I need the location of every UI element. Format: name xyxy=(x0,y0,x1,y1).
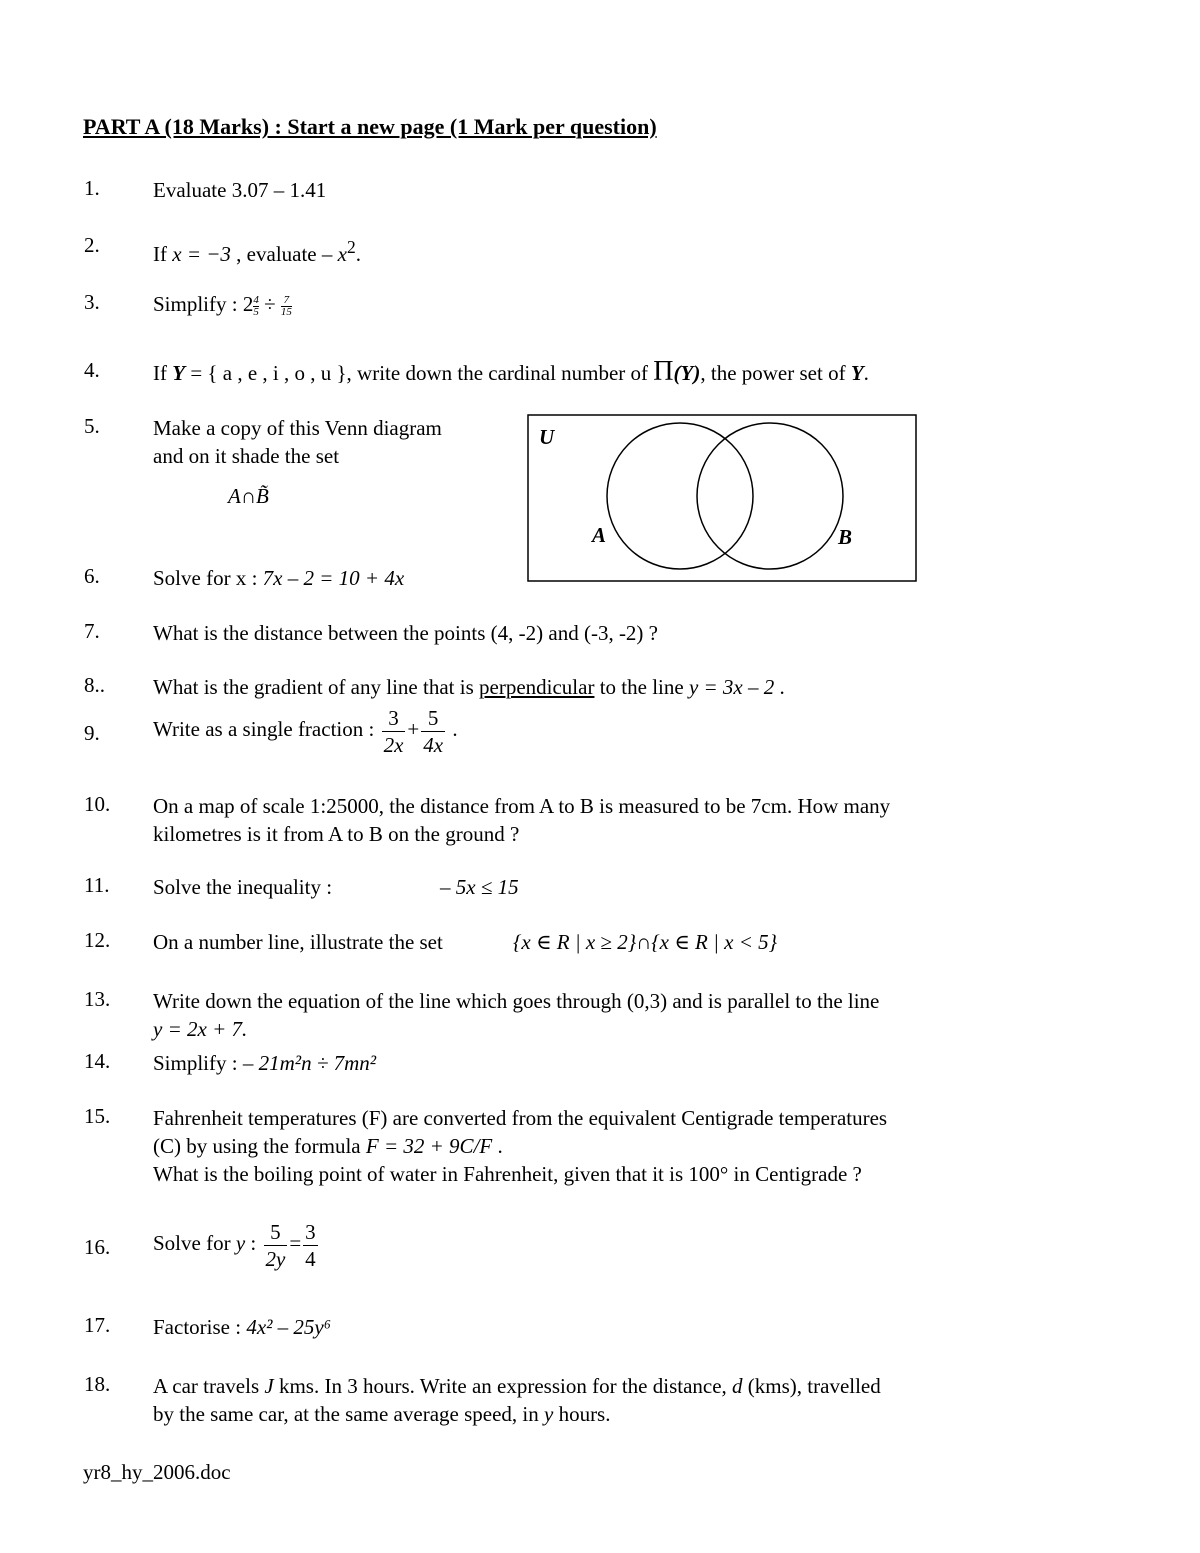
question-number: 11. xyxy=(84,873,110,897)
fraction-denominator: 4 xyxy=(305,1247,316,1271)
question-text: Solve for xyxy=(153,1231,236,1256)
question-text: Simplify : 2 xyxy=(153,292,254,316)
fraction-denominator: 4x xyxy=(423,733,444,757)
question-text: . xyxy=(774,675,785,699)
fraction-denominator: 2x xyxy=(383,733,404,757)
question-text: . xyxy=(863,361,869,385)
question-text: Write as a single fraction : xyxy=(153,717,380,742)
power-set-symbol: Π xyxy=(653,356,674,387)
question-text: . xyxy=(447,717,458,742)
math-expression: y = 2x + 7. xyxy=(153,1017,248,1041)
venn-diagram xyxy=(527,414,919,584)
math-expression: F = 32 + 9C/F xyxy=(365,1134,493,1158)
question-text: On a number line, illustrate the set xyxy=(153,930,443,954)
fraction-numerator: 5 xyxy=(421,705,445,732)
question-text: Make a copy of this Venn diagram xyxy=(153,416,442,440)
fraction-denominator: 5 xyxy=(253,305,259,318)
question-text: What is the distance between the points (4, -2) and (-3, -2) ? xyxy=(153,621,658,645)
question-number: 1. xyxy=(84,176,100,200)
question-text: Solve for x : xyxy=(153,566,263,590)
question-number: 3. xyxy=(84,290,100,314)
math-expression: x = −3 xyxy=(172,242,231,266)
math-expression: 7x – 2 = 10 + 4x xyxy=(262,566,405,590)
operator: = xyxy=(289,1231,302,1256)
question-text: kilometres is it from A to B on the ground ? xyxy=(153,822,520,846)
set-b-circle xyxy=(697,423,843,569)
math-expression: – x xyxy=(321,242,347,266)
set-b-label: B xyxy=(838,525,853,549)
question-text: , the power set of xyxy=(700,361,851,385)
fraction xyxy=(382,705,406,758)
question-text: On a map of scale 1:25000, the distance from A to B is measured to be 7cm. How many xyxy=(153,794,891,818)
question-number: 2. xyxy=(84,233,100,257)
question-number: 4. xyxy=(84,358,100,382)
math-expression: 4x² – 25y⁶ xyxy=(246,1315,332,1339)
question-number: 8.. xyxy=(84,673,105,697)
question-text: . xyxy=(355,242,361,266)
question-text: Fahrenheit temperatures (F) are converted from the equivalent Centigrade temperatures xyxy=(153,1106,888,1130)
question-text: , evaluate xyxy=(230,242,322,266)
question-text: : xyxy=(245,1231,262,1256)
fraction-denominator: 15 xyxy=(280,305,292,318)
question-text: What is the boiling point of water in Fahrenheit, given that it is 100° in Centigrade ? xyxy=(153,1162,862,1186)
question-text: kms. In 3 hours. Write an expression for the distance, xyxy=(273,1374,733,1398)
question-number: 9. xyxy=(84,721,100,745)
set-a-label: A xyxy=(592,523,607,547)
math-expression: – 5x ≤ 15 xyxy=(440,875,519,899)
question-number: 13. xyxy=(84,987,111,1011)
math-expression: A∩B̃ xyxy=(228,484,269,508)
question-text: by the same car, at the same average speed, in xyxy=(153,1402,544,1426)
math-variable: d xyxy=(732,1374,743,1398)
fraction xyxy=(264,1219,288,1272)
math-expression: {x ∈ R | x ≥ 2}∩{x ∈ R | x < 5} xyxy=(513,930,778,954)
fraction-numerator: 7 xyxy=(281,295,292,307)
math-expression: – 21m²n ÷ 7mn² xyxy=(242,1051,377,1075)
math-variable: y xyxy=(543,1402,554,1426)
question-number: 17. xyxy=(84,1313,111,1337)
set-variable: Y xyxy=(850,361,864,385)
question-text: Factorise : xyxy=(153,1315,247,1339)
question-text: If xyxy=(153,361,173,385)
underlined-word: perpendicular xyxy=(479,675,595,699)
question-text: (kms), travelled xyxy=(742,1374,881,1398)
question-text: and on it shade the set xyxy=(153,444,340,468)
math-variable: J xyxy=(264,1374,274,1398)
question-text: Write down the equation of the line which goes through (0,3) and is parallel to the line xyxy=(153,989,880,1013)
fraction-numerator: 4 xyxy=(253,293,259,306)
question-number: 16. xyxy=(84,1235,111,1259)
exponent: 2 xyxy=(346,237,356,257)
set-variable: Y xyxy=(172,361,186,385)
question-number: 14. xyxy=(84,1049,111,1073)
universe-label: U xyxy=(539,425,555,449)
question-number: 10. xyxy=(84,792,111,816)
fraction xyxy=(303,1219,318,1272)
question-text: . xyxy=(492,1134,503,1158)
question-text: What is the gradient of any line that is xyxy=(153,675,479,699)
document-filename-footer: yr8_hy_2006.doc xyxy=(83,1460,231,1484)
question-text: A car travels xyxy=(153,1374,265,1398)
fraction-numerator: 3 xyxy=(382,705,406,732)
question-text: (C) by using the formula xyxy=(153,1134,366,1158)
set-variable: (Y) xyxy=(673,361,701,385)
math-expression: y = 3x – 2 xyxy=(688,675,775,699)
question-number: 7. xyxy=(84,619,100,643)
part-a-heading: PART A (18 Marks) : Start a new page (1 Mark per question) xyxy=(83,114,657,139)
question-text: If xyxy=(153,242,173,266)
fraction xyxy=(421,705,445,758)
fraction-numerator: 5 xyxy=(264,1219,288,1246)
question-number: 6. xyxy=(84,564,100,588)
operator: ÷ xyxy=(258,292,281,316)
question-text: Evaluate 3.07 – 1.41 xyxy=(153,178,327,202)
small-fraction xyxy=(281,295,292,318)
question-text: hours. xyxy=(553,1402,611,1426)
fraction-numerator: 3 xyxy=(305,1220,316,1244)
question-number: 5. xyxy=(84,414,100,438)
question-text: Solve the inequality : xyxy=(153,875,333,899)
question-number: 18. xyxy=(84,1372,111,1396)
fraction-denominator: 2y xyxy=(265,1247,286,1271)
question-number: 12. xyxy=(84,928,111,952)
math-variable: y xyxy=(235,1231,246,1256)
question-text: Simplify : xyxy=(153,1051,243,1075)
question-text: = { a , e , i , o , u }, write down the cardinal number of xyxy=(185,361,654,385)
set-a-circle xyxy=(607,423,753,569)
question-number: 15. xyxy=(84,1104,111,1128)
question-text: to the line xyxy=(594,675,689,699)
operator: + xyxy=(407,717,420,742)
